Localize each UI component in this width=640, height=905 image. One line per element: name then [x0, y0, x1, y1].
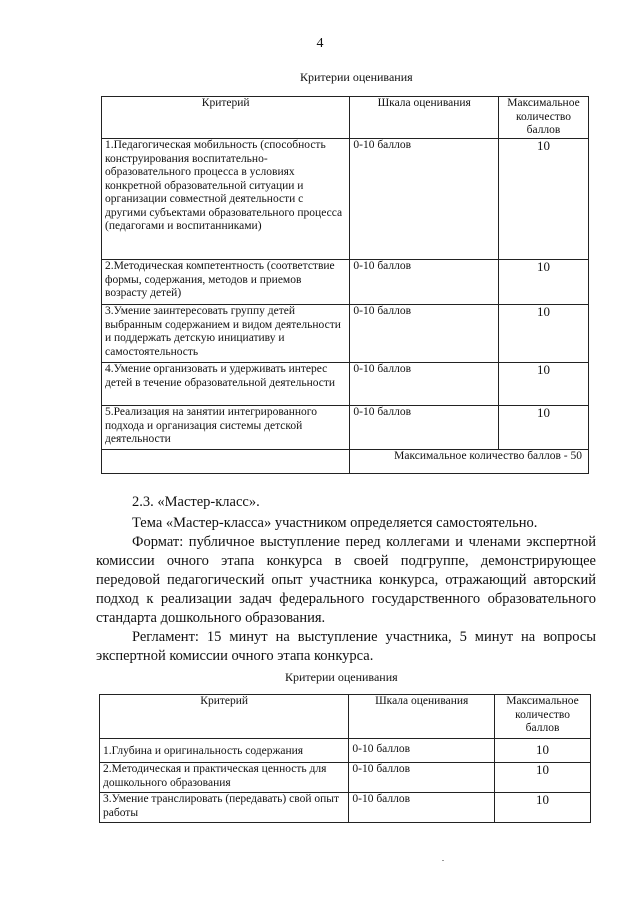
header-max: Максимальное количество баллов — [499, 97, 589, 139]
criterion-cell: 3.Умение транслировать (передавать) свой опыт работы — [100, 793, 349, 823]
page-number: 4 — [316, 36, 324, 51]
criteria-table-1 — [101, 96, 589, 474]
criteria-table-2 — [99, 694, 591, 823]
max-cell: 10 — [495, 739, 591, 763]
criterion-cell: 1.Глубина и оригинальность содержания — [100, 739, 349, 763]
criterion-cell: 2.Методическая компетентность (соответствие формы, содержания, методов и приемов возрасту детей) — [102, 260, 350, 305]
section-theme: Тема «Мастер-класса» участником определяется самостоятельно. — [132, 515, 538, 531]
table-row — [100, 763, 591, 793]
header-criterion: Критерий — [102, 97, 350, 139]
scale-cell: 0-10 баллов — [349, 763, 495, 793]
scale-cell: 0-10 баллов — [350, 406, 499, 450]
max-cell: 10 — [495, 793, 591, 823]
criterion-cell: 1.Педагогическая мобильность (способность конструирования воспитательно-образовательного процесса в условиях конкретной образовательной ситуации и организации совместной деятельности с другими субъектами образовательного процесса (педагогами и воспитанниками) — [102, 139, 350, 260]
table-row — [102, 139, 589, 260]
max-cell: 10 — [499, 260, 589, 305]
max-cell: 10 — [499, 139, 589, 260]
table-row — [102, 406, 589, 450]
table1-caption: Критерии оценивания — [300, 70, 413, 84]
header-scale: Шкала оценивания — [349, 695, 495, 739]
section-regulation: Регламент: 15 минут на выступление участника, 5 минут на вопросы экспертной комиссии очного этапа конкурса. — [96, 629, 596, 664]
scale-cell: 0-10 баллов — [350, 305, 499, 363]
max-cell: 10 — [499, 406, 589, 450]
table-row — [100, 739, 591, 763]
table-row — [102, 363, 589, 406]
total-cell: Максимальное количество баллов - 50 — [350, 450, 589, 474]
table2-caption: Критерии оценивания — [285, 670, 398, 684]
scan-speck — [442, 860, 444, 861]
table-row — [100, 793, 591, 823]
header-max: Максимальное количество баллов — [495, 695, 591, 739]
empty-cell — [102, 450, 350, 474]
max-cell: 10 — [495, 763, 591, 793]
criterion-cell: 5.Реализация на занятии интегрированного подхода и организация системы детской деятельности — [102, 406, 350, 450]
scale-cell: 0-10 баллов — [349, 793, 495, 823]
table-row — [102, 260, 589, 305]
header-criterion: Критерий — [100, 695, 349, 739]
section-heading: 2.3. «Мастер-класс». — [132, 494, 260, 510]
max-cell: 10 — [499, 305, 589, 363]
criterion-cell: 2.Методическая и практическая ценность для дошкольного образования — [100, 763, 349, 793]
total-row — [102, 450, 589, 474]
section-format: Формат: публичное выступление перед коллегами и членами экспертной комиссии очного этапа конкурса в своей подгруппе, демонстрирующее передовой педагогический опыт участника конкурса, отражающий авторский подход к реализации задач федерального государственного образовательного стандарта дошкольного образования. — [96, 534, 596, 626]
scale-cell: 0-10 баллов — [350, 260, 499, 305]
scale-cell: 0-10 баллов — [349, 739, 495, 763]
criterion-cell: 3.Умение заинтересовать группу детей выбранным содержанием и видом деятельности и поддержать детскую инициативу и самостоятельность — [102, 305, 350, 363]
table-row — [102, 305, 589, 363]
max-cell: 10 — [499, 363, 589, 406]
scale-cell: 0-10 баллов — [350, 139, 499, 260]
criterion-cell: 4.Умение организовать и удерживать интерес детей в течение образовательной деятельности — [102, 363, 350, 406]
header-scale: Шкала оценивания — [350, 97, 499, 139]
scale-cell: 0-10 баллов — [350, 363, 499, 406]
